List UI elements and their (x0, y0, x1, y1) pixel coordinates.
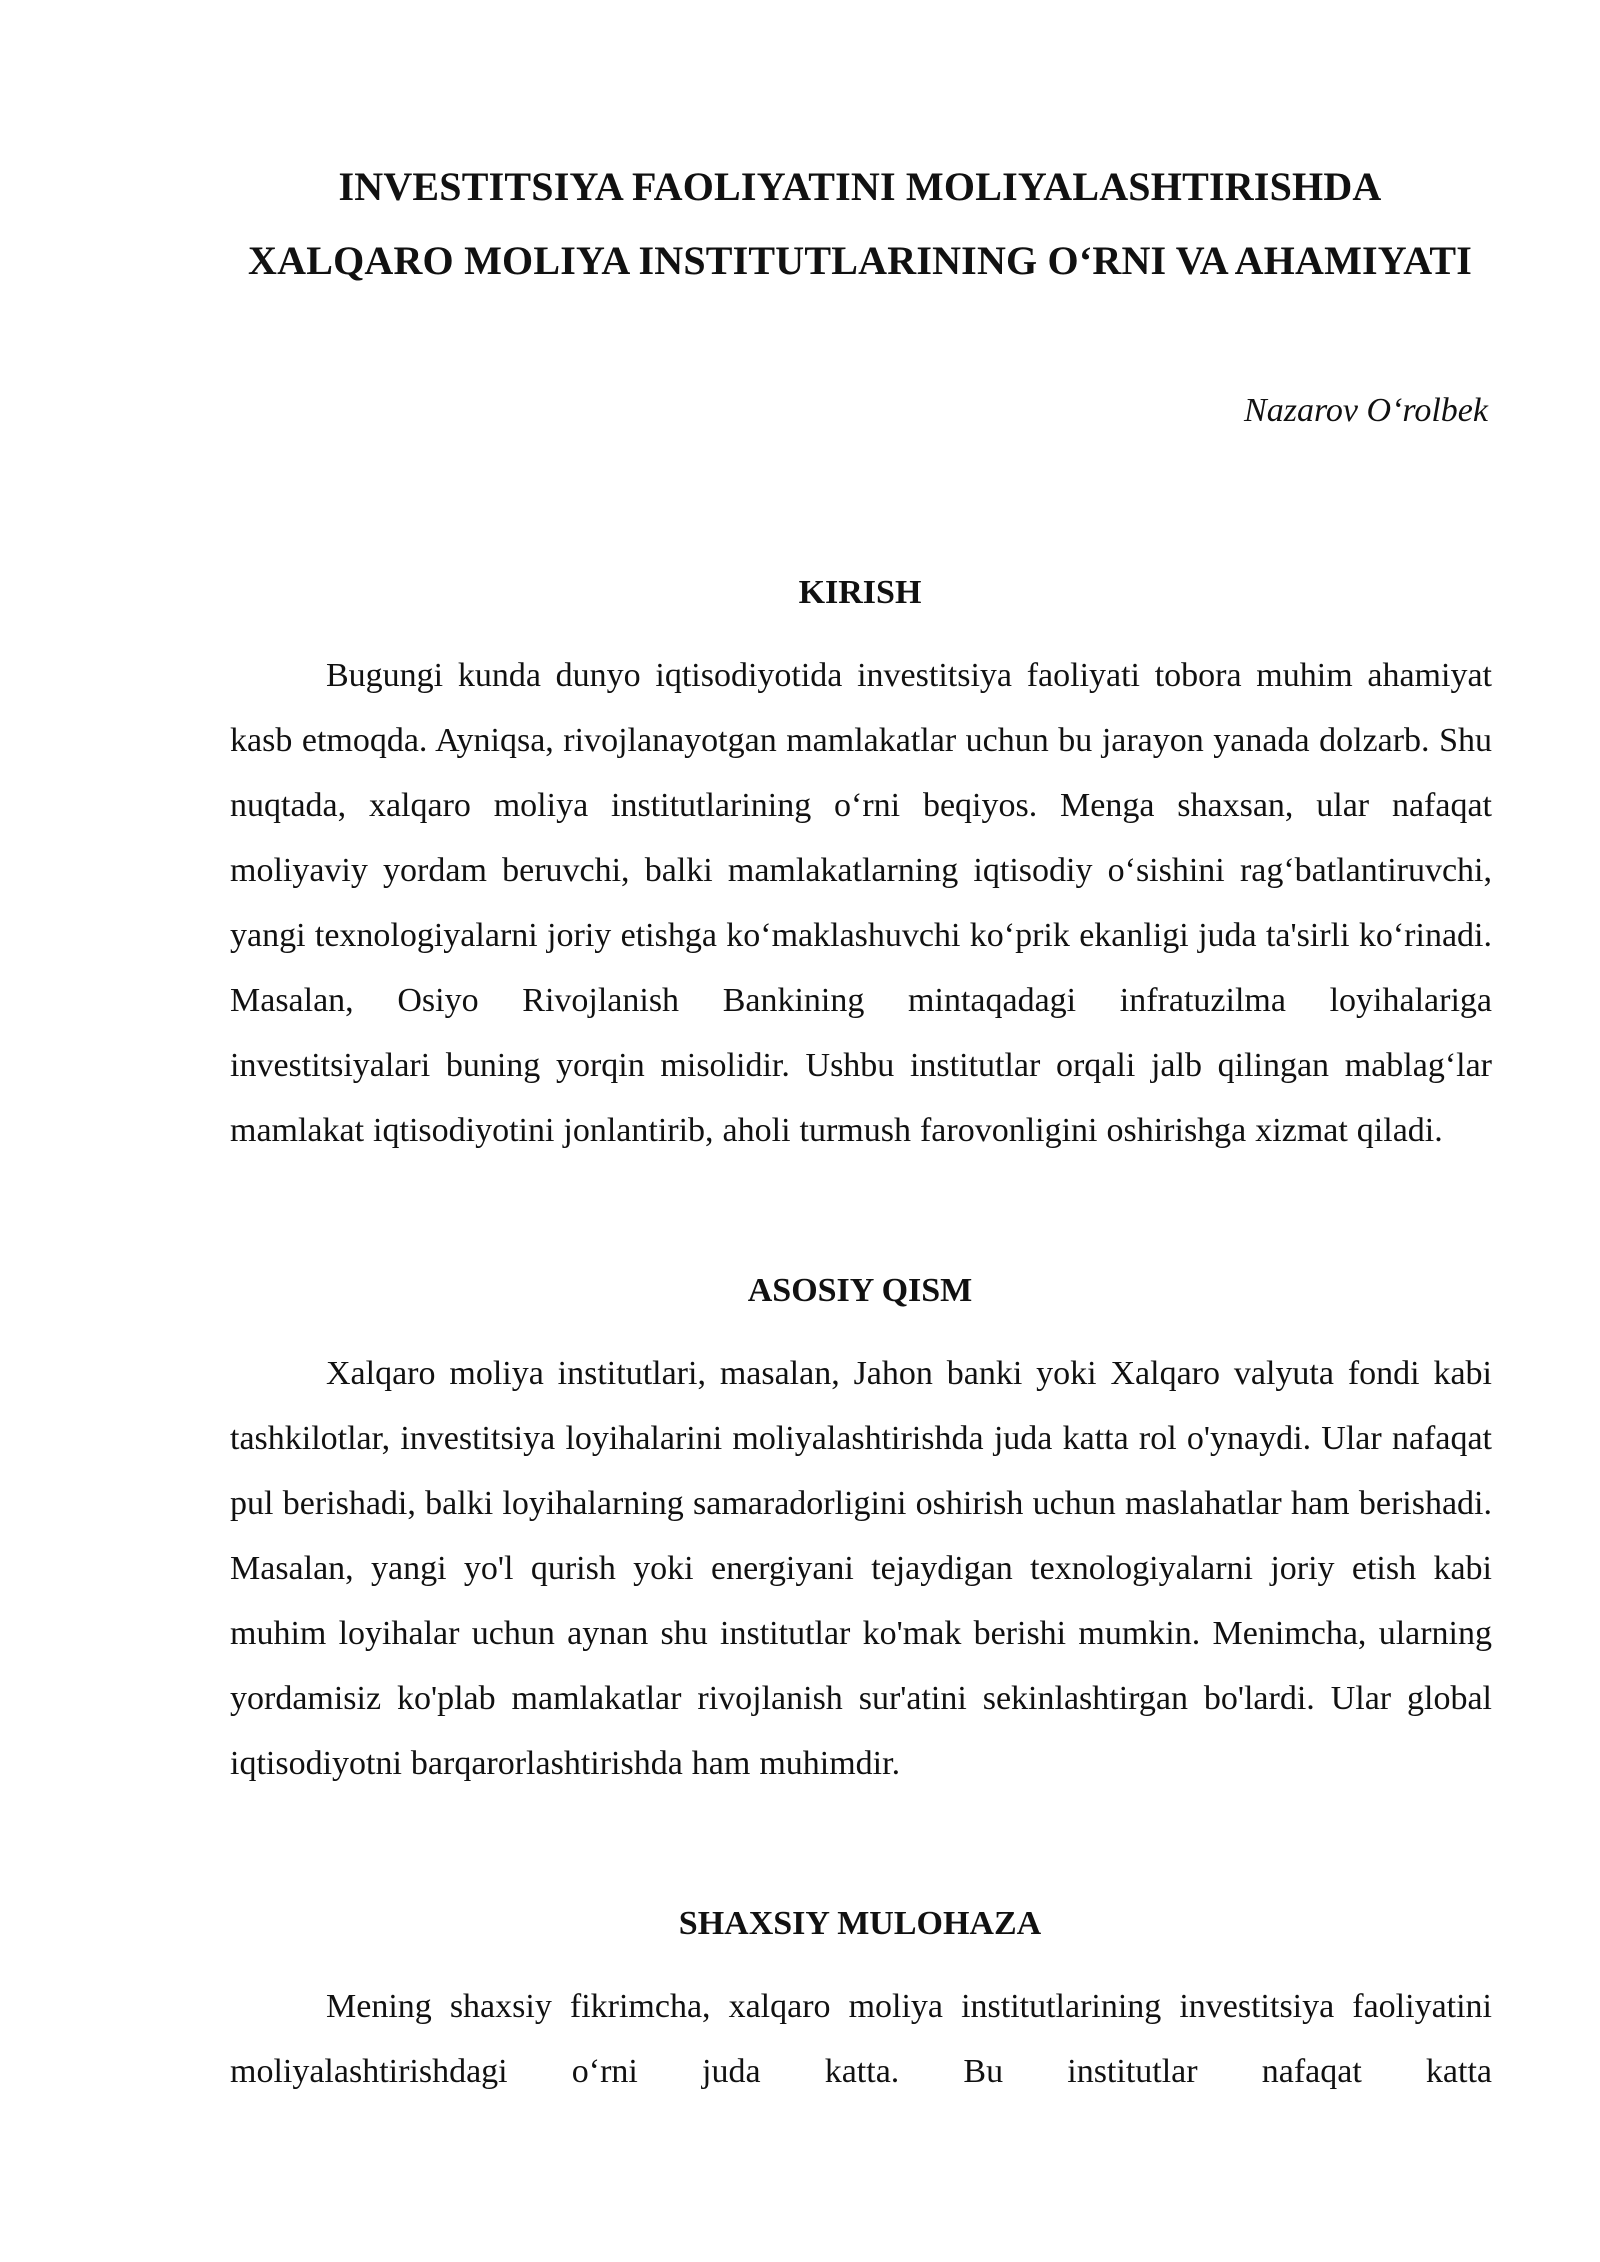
section-paragraph-shaxsiy-mulohaza: Mening shaxsiy fikrimcha, xalqaro moliya institutlarining investitsiya faoliyatini moliyalashtirishdagi o‘rni juda katta. Bu institutlar nafaqat katta (230, 1988, 1492, 2090)
section-paragraph-kirish: Bugungi kunda dunyo iqtisodiyotida investitsiya faoliyati tobora muhim ahamiyat kasb etmoqda. Ayniqsa, rivojlanayotgan mamlakatlar uchun bu jarayon yanada dolzarb. Shu nuqtada, xalqaro moliya institutlarining o‘rni beqiyos. Menga shaxsan, ular nafaqat moliyaviy yordam beruvchi, balki mamlakatlarning iqtisodiy o‘sishini rag‘batlantiruvchi, yangi texnologiyalarni joriy etishga ko‘maklashuvchi ko‘prik ekanligi juda ta'sirli ko‘rinadi. Masalan, Osiyo Rivojlanish Bankining mintaqadagi infratuzilma loyihalariga investitsiyalari buning yorqin misolidir. Ushbu institutlar orqali jalb qilingan mablag‘lar mamlakat iqtisodiyotini jonlantirib, aholi turmush farovonligini oshirishga xizmat qiladi. (230, 657, 1492, 1149)
section-heading-shaxsiy-mulohaza: SHAXSIY MULOHAZA (678, 1905, 1042, 1942)
section-heading-kirish: KIRISH (798, 574, 922, 611)
section-heading-asosiy-qism: ASOSIY QISM (747, 1272, 973, 1309)
document-title: INVESTITSIYA FAOLIYATINI MOLIYALASHTIRISHDA XALQARO MOLIYA INSTITUTLARINING O‘RNI VA AHAMIYATI (248, 164, 1472, 283)
author-name: Nazarov O‘rolbek (1244, 392, 1488, 429)
section-paragraph-clip (230, 1974, 1492, 2104)
section-paragraph-asosiy-qism: Xalqaro moliya institutlari, masalan, Jahon banki yoki Xalqaro valyuta fondi kabi tashkilotlar, investitsiya loyihalarini moliyalashtirishda juda katta rol o'ynaydi. Ular nafaqat pul berishadi, balki loyihalarning samaradorligini oshirish uchun maslahatlar ham berishadi. Masalan, yangi yo'l qurish yoki energiyani tejaydigan texnologiyalarni joriy etish kabi muhim loyihalar uchun aynan shu institutlar ko'mak berishi mumkin. Menimcha, ularning yordamisiz ko'plab mamlakatlar rivojlanish sur'atini sekinlashtirgan bo'lardi. Ular global iqtisodiyotni barqarorlashtirishda ham muhimdir. (230, 1355, 1492, 1782)
